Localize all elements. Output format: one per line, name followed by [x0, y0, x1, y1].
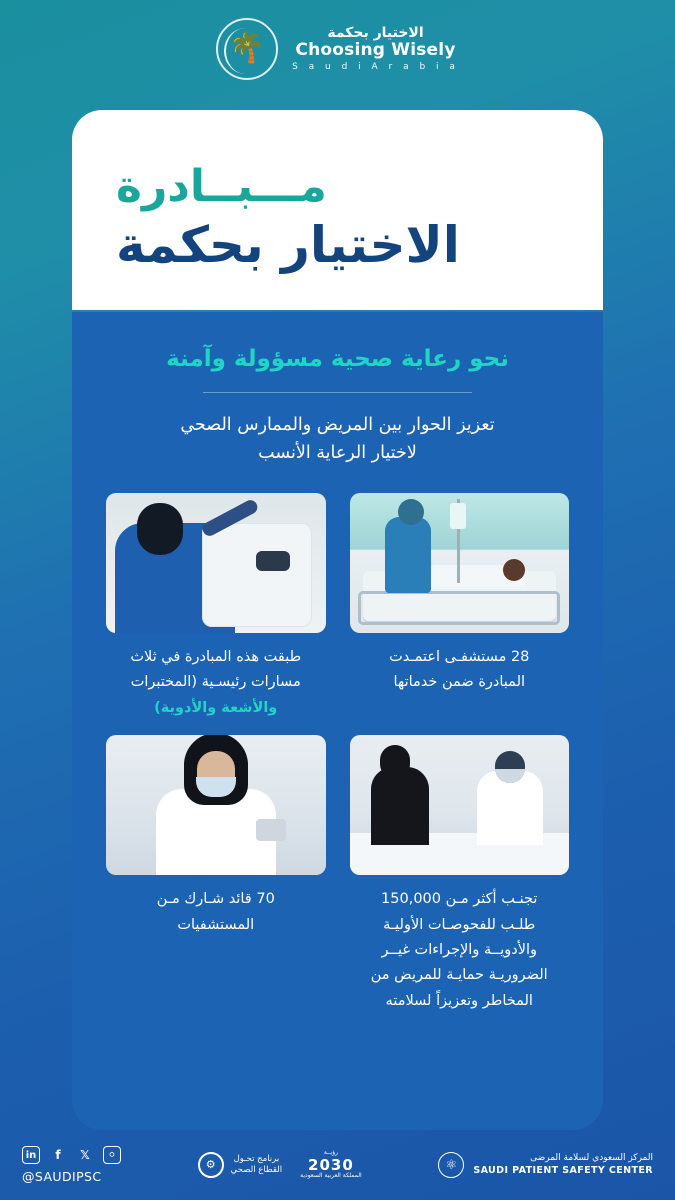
panel-headline: نحو رعاية صحية مسؤولة وآمنة [166, 346, 509, 372]
stats-grid [106, 493, 569, 1014]
footer-center-branding [438, 1152, 653, 1178]
avoided-line3: والأدويــة والإجراءات غيــر [381, 941, 538, 958]
stat-card-avoided-caption [350, 887, 570, 1014]
brand-logo-arabic: الاختيار بحكمة [327, 24, 424, 41]
brand-logo-region: S a u d i A r a b i a [292, 62, 459, 73]
tracks-line2 [106, 670, 326, 695]
vision-2030-logo [300, 1150, 362, 1180]
program-line1: برنامج تحـول [233, 1154, 280, 1165]
nurse-with-patient-hospital-bed-photo [350, 493, 570, 633]
palm-glyph: 🌴 [228, 30, 266, 65]
avoided-line5: المخاطر وتعزيزاً لسلامته [385, 992, 533, 1009]
stat-card-avoided-requests [350, 735, 570, 1014]
x-twitter-icon[interactable]: 𝕏 [80, 1148, 90, 1162]
title-main: الاختيار بحكمة [116, 215, 460, 274]
footer-social [22, 1146, 121, 1184]
brand-logo-text [292, 26, 459, 73]
stat-card-hospitals [350, 493, 570, 721]
panel-subhead-line2: لاختيار الرعاية الأنسب [258, 443, 417, 463]
health-transformation-program-logo [198, 1152, 282, 1178]
panel-subhead-line1: تعزيز الحوار بين المريض والممارس الصحي [180, 415, 495, 435]
social-handle: @SAUDIPSC [22, 1169, 102, 1184]
center-name-english: SAUDI PATIENT SAFETY CENTER [473, 1164, 653, 1176]
instagram-icon[interactable]: ⚪ [103, 1146, 121, 1164]
divider [203, 392, 472, 393]
panel-subhead [106, 411, 569, 467]
center-name-arabic: المركز السعودي لسلامة المرضى [530, 1152, 653, 1163]
facebook-icon[interactable]: f [55, 1148, 61, 1162]
pharmacist-holding-medication-photo [106, 735, 326, 875]
palm-emblem-icon [216, 18, 278, 80]
program-line2: القطاع الصحي [230, 1165, 283, 1175]
center-name [473, 1153, 653, 1177]
vision-number: 2030 [308, 1155, 354, 1174]
tracks-line1: طبقت هذه المبادرة في ثلاث [130, 649, 302, 665]
tracks-line2-text: مسارات رئيسـية (المختبرات [130, 674, 301, 691]
stat-card-tracks-caption [106, 645, 326, 721]
health-sector-transformation-icon: ⚙ [198, 1152, 224, 1178]
title-subtitle: مـــبــادرة [116, 161, 327, 213]
vision-subtitle: المملكة العربية السعودية [300, 1172, 362, 1180]
leaders-line2: المستشفيات [177, 916, 255, 933]
content-panel [72, 312, 603, 1130]
patient-consultation-discussion-photo [350, 735, 570, 875]
vision-top-text: رؤيــة [323, 1149, 339, 1157]
stat-card-hospitals-caption [350, 645, 570, 696]
avoided-line4: الضروريـة حمايـة للمريض من [370, 967, 548, 984]
title-card [72, 110, 603, 310]
patient-safety-center-emblem-icon: ⚛ [438, 1152, 464, 1178]
avoided-line2: طلـب للفحوصـات الأوليـة [383, 916, 536, 933]
avoided-line1: تجنـب أكثر مـن 150,000 [381, 891, 538, 908]
stat-card-leaders-caption [106, 887, 326, 938]
linkedin-icon[interactable]: in [22, 1146, 40, 1164]
stat-card-leaders [106, 735, 326, 1014]
footer [0, 1130, 675, 1200]
tracks-line3: والأشعة والأدوية) [154, 699, 278, 716]
brand-logo-english: Choosing Wisely [295, 40, 456, 61]
stat-card-tracks [106, 493, 326, 721]
footer-partners [198, 1150, 362, 1180]
leaders-line1: 70 قائد شـارك مـن [156, 891, 275, 908]
hospitals-line2: المبادرة ضمن خدماتها [393, 674, 526, 691]
hospitals-line1: 28 مستشفـى اعتمـدت [389, 649, 530, 665]
lab-technician-microscope-photo [106, 493, 326, 633]
brand-header [0, 0, 675, 98]
